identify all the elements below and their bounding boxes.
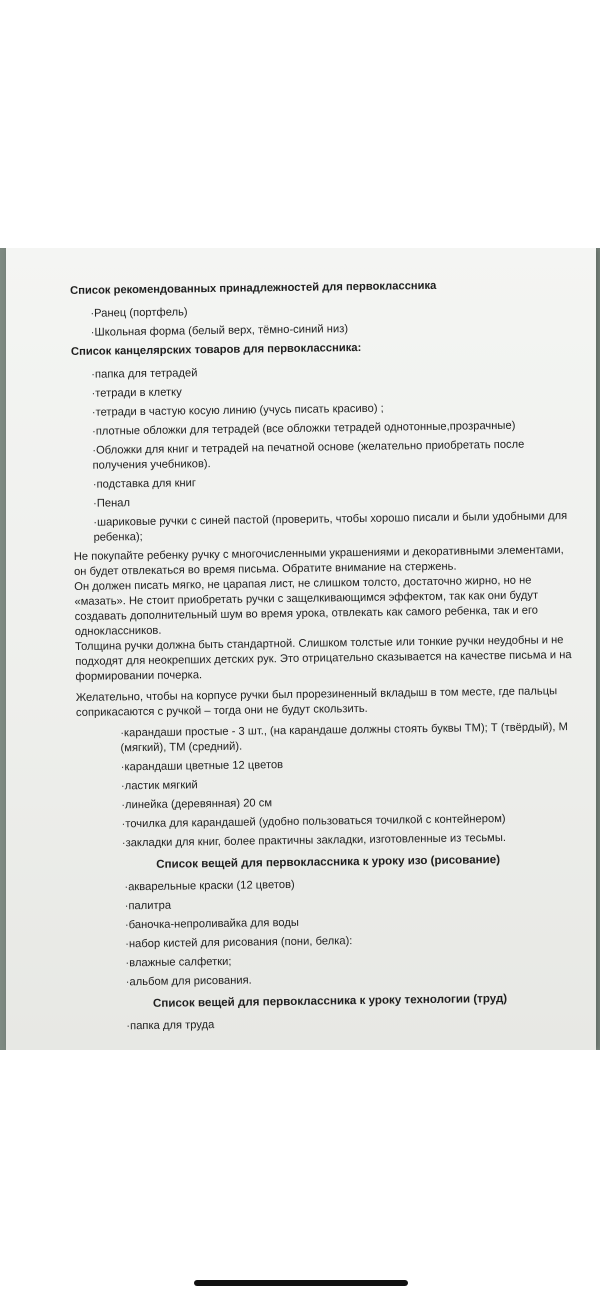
section-heading-art: Список вещей для первоклассника к уроку изо (рисование)	[156, 853, 501, 871]
section-heading-accessories: Список рекомендованных принадлежностей для первоклассника	[70, 279, 437, 297]
paper-sheet	[6, 248, 596, 1050]
list-item: ·набор кистей для рисования (пони, белка):	[125, 935, 353, 951]
list-item: ·Обложки для книг и тетрадей на печатной основе (желательно приобретать после получения учебников).	[92, 438, 525, 472]
list-item: ·Ранец (портфель)	[90, 306, 188, 320]
paragraph: Он должен писать мягко, не царапая лист, не слишком толсто, достаточно жирно, но не «мазать». Не стоит приобретать ручки с защелкивающимся эффектом, так как они будут создавать дополнительный шум во время урока, отвлекать как самого ребенка, так и его одноклассников.	[74, 574, 539, 638]
list-item: ·Пенал	[92, 497, 131, 510]
list-item: ·плотные обложки для тетрадей (все обложки тетрадей однотонные,прозрачные)	[91, 419, 516, 438]
document-text	[70, 277, 580, 1039]
list-item: ·акварельные краски (12 цветов)	[124, 878, 295, 894]
list-item: ·палитра	[124, 899, 172, 913]
list-item: ·ластик мягкий	[120, 779, 198, 793]
list-item: ·закладки для книг, более практичны закладки, изготовленные из тесьмы.	[121, 831, 507, 850]
list-item: ·линейка (деревянная) 20 см	[121, 797, 273, 812]
list-item: ·папка для тетрадей	[91, 367, 198, 381]
list-item: ·подставка для книг	[92, 477, 197, 491]
list-item: ·шариковые ручки с синей пастой (проверить, чтобы хорошо писали и были удобными для ребенка);	[93, 510, 568, 544]
document-photo	[0, 248, 600, 1050]
paragraph: Толщина ручки должна быть стандартной. Слишком толстые или тонкие ручки неудобны и не подходят для неокрепших детских рук. Это отрицательно сказывается на качестве письма и на формировании почерка.	[74, 634, 572, 683]
list-item: ·тетради в клетку	[91, 386, 182, 400]
list-item: ·Школьная форма (белый верх, тёмно-синий низ)	[90, 323, 349, 339]
home-indicator[interactable]	[194, 1280, 408, 1286]
paragraph: Желательно, чтобы на корпусе ручки был прорезиненный вкладыш в том месте, где пальцы соприкасаются с ручкой – тогда они не будут скользить.	[75, 685, 558, 719]
list-item: ·альбом для рисования.	[125, 974, 252, 989]
list-item: ·точилка для карандашей (удобно пользоваться точилкой с контейнером)	[121, 812, 506, 831]
list-item: ·карандаши простые - 3 шт., (на карандаше должны стоять буквы ТМ); Т (твёрдый), М (мягкий), ТМ (средний).	[120, 721, 568, 755]
list-item: ·тетради в частую косую линию (учусь писать красиво) ;	[91, 402, 384, 419]
section-heading-stationery: Список канцелярских товаров для первоклассника:	[70, 341, 362, 358]
list-item: ·карандаши цветные 12 цветов	[120, 759, 284, 774]
list-item: ·баночка-непроливайка для воды	[124, 916, 299, 932]
list-item: ·папка для труда	[126, 1019, 215, 1033]
paragraph: Не покупайте ребенку ручку с многочисленными украшениями и декоративными элементами, он будет отвлекаться во время письма. Обратите внимание на стержень.	[73, 544, 564, 578]
list-item: ·влажные салфетки;	[125, 955, 232, 970]
section-heading-technology: Список вещей для первоклассника к уроку технологии (труд)	[152, 991, 508, 1010]
